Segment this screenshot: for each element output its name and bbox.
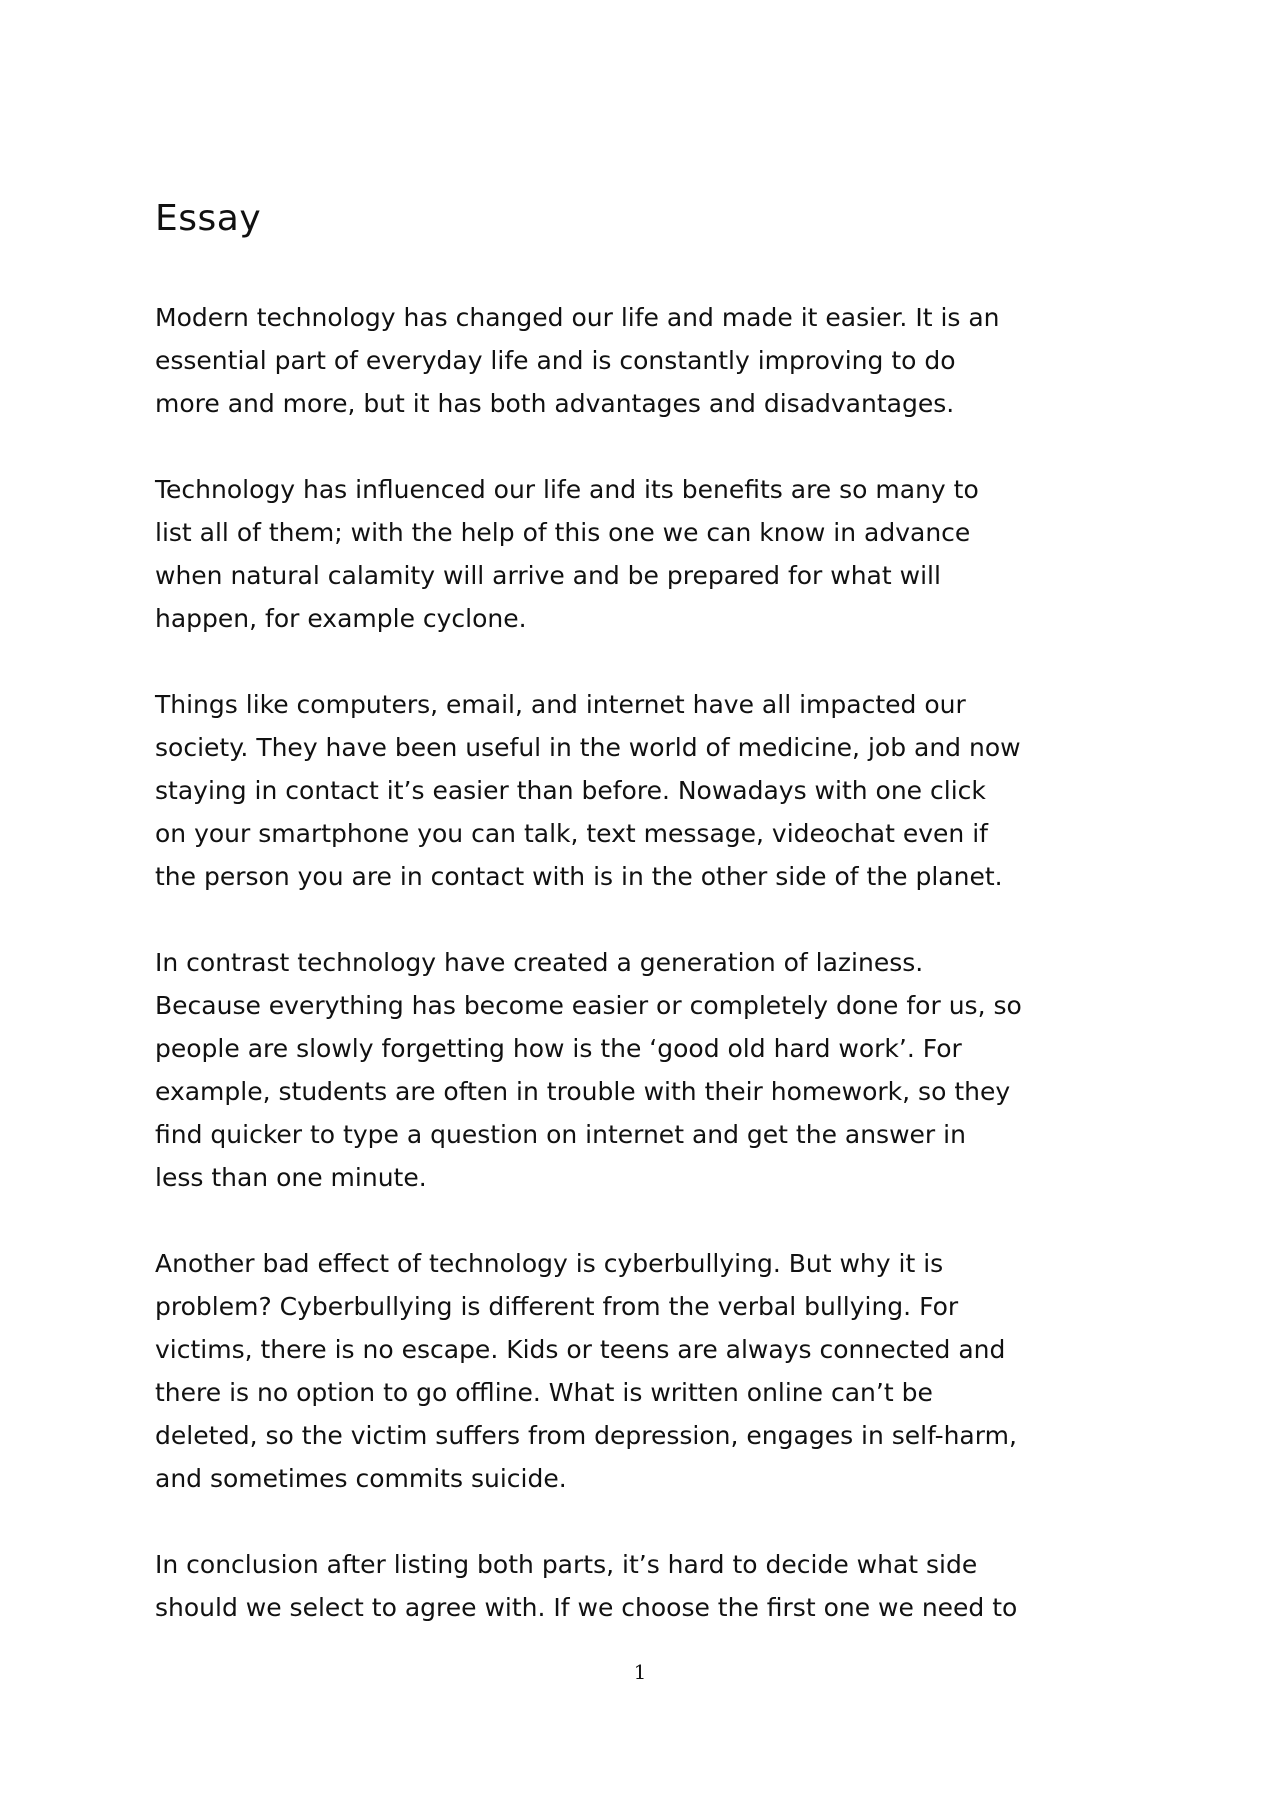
paragraph-laziness: In contrast technology have created a generation of laziness. Because everything has become easier or completely done for us, so people are slowly forgetting how is the ‘good old hard work’. For example, students are often in trouble with their homework, so they find quicker to type a question on internet and get the answer in less than one minute. <box>155 948 1022 1192</box>
essay-body <box>155 296 1155 1672</box>
essay-title: Essay <box>155 198 262 239</box>
paragraph-benefits: Technology has influenced our life and its benefits are so many to list all of them; with the help of this one we can know in advance when natural calamity will arrive and be prepared for what will happen, for example cyclone. <box>155 475 979 633</box>
paragraph-conclusion: In conclusion after listing both parts, it’s hard to decide what side should we select to agree with. If we choose the first one we need to <box>155 1550 1018 1622</box>
paragraph-communication: Things like computers, email, and internet have all impacted our society. They have been useful in the world of medicine, job and now staying in contact it’s easier than before. Nowadays with one click on your smartphone you can talk, text message, videochat even if the person you are in contact with is in the other side of the planet. <box>155 690 1021 891</box>
paragraph-cyberbullying: Another bad effect of technology is cyberbullying. But why it is problem? Cyberbullying is different from the verbal bullying. For victims, there is no escape. Kids or teens are always connected and there is no option to go offline. What is written online can’t be deleted, so the victim suffers from depression, engages in self-harm, and sometimes commits suicide. <box>155 1249 1017 1493</box>
paragraph-intro: Modern technology has changed our life and made it easier. It is an essential part of everyday life and is constantly improving to do more and more, but it has both advantages and disadvantages. <box>155 303 1000 418</box>
page-number: 1 <box>633 1660 647 1684</box>
